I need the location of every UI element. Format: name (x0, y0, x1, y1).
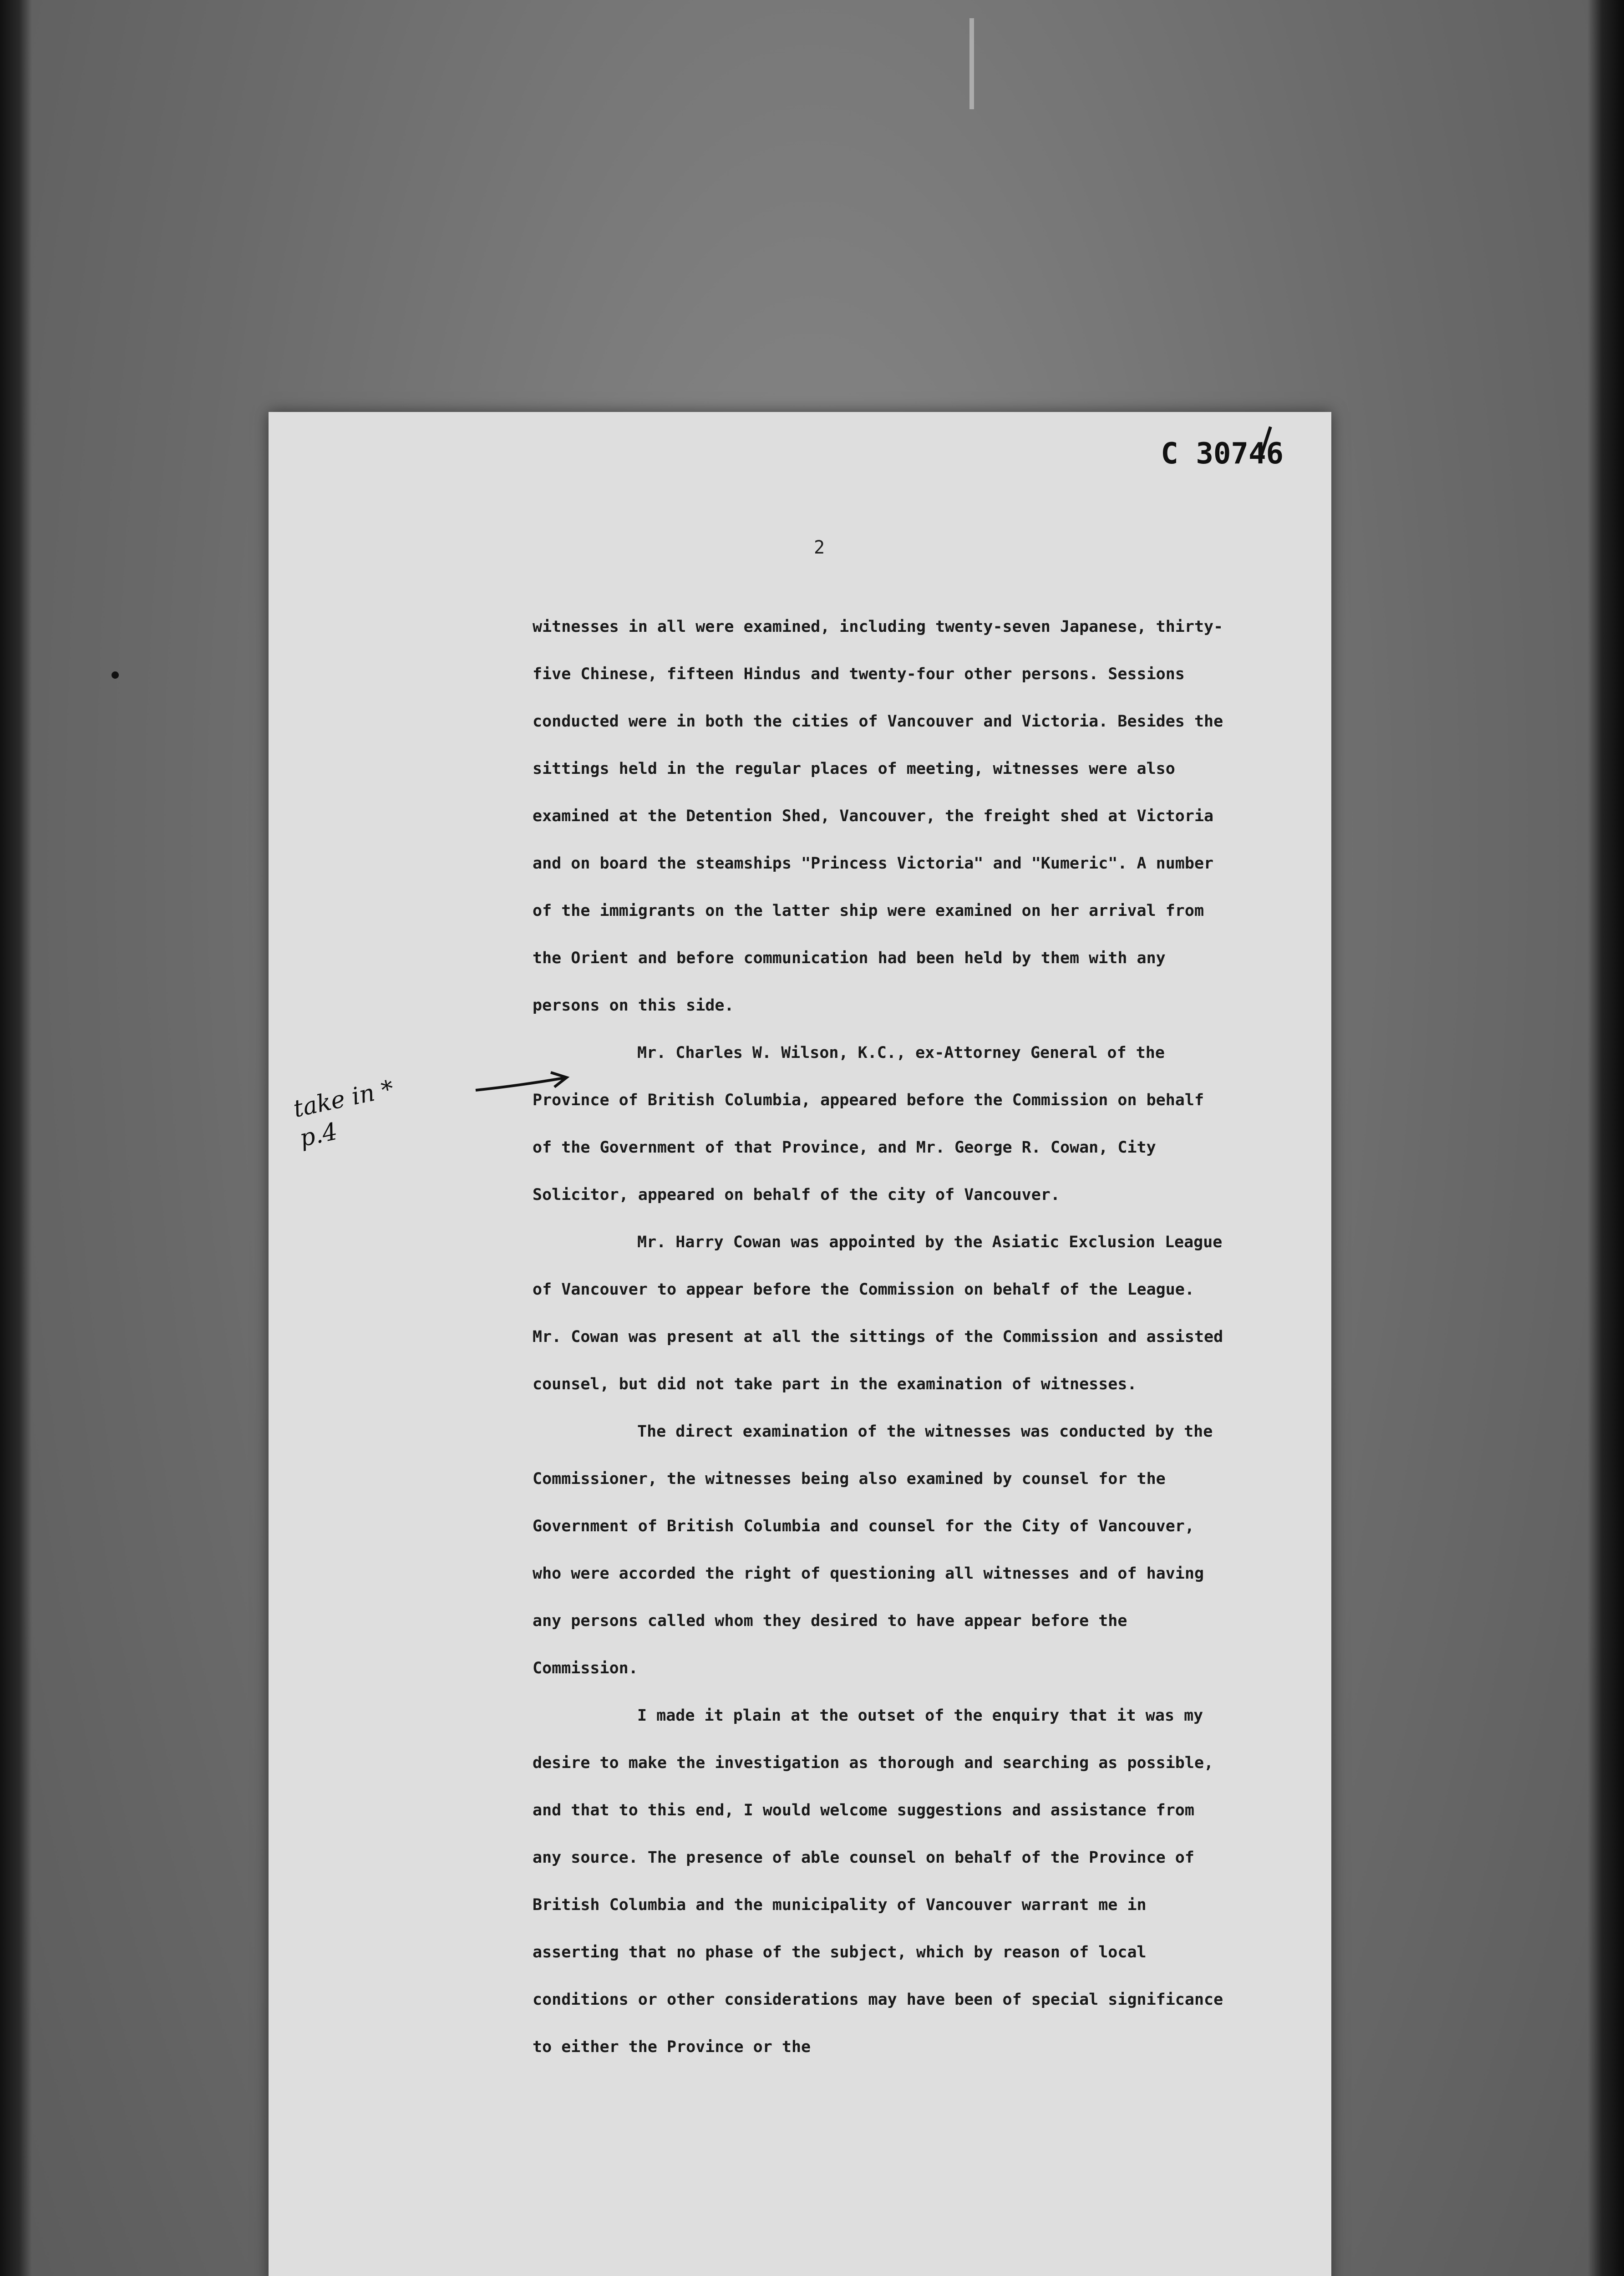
handwritten-margin-note: take in * p.4 (291, 1075, 396, 1153)
paragraph-5: I made it plain at the outset of the enquiry that it was my desire to make the investigation as thorough and searching as possible, and that to this end, I would welcome suggestions and assistance from any source. The presence of able counsel on behalf of the Province of British Columbia and the municipality of Vancouver warrant me in asserting that no phase of the subject, which by reason of local conditions or other considerations may have been of special significance to either the Province or the (533, 1707, 1223, 2056)
stray-ink-dot (112, 671, 119, 679)
film-scratch (969, 18, 974, 109)
paragraph-2: Mr. Charles W. Wilson, K.C., ex-Attorney General of the Province of British Columbia, appeared before the Commission on behalf of the Government of that Province, and Mr. George R. Cowan, City Solicitor, appeared on behalf of the city of Vancouver. (533, 1044, 1204, 1204)
document-number: C 30746 (1161, 437, 1284, 471)
page-number: 2 (813, 537, 825, 558)
paragraph-3: Mr. Harry Cowan was appointed by the Asiatic Exclusion League of Vancouver to appear before the Commission on behalf of the League. Mr. Cowan was present at all the sittings of the Commission and assisted counsel, but did not take part in the examination of witnesses. (533, 1233, 1223, 1393)
paragraph-4: The direct examination of the witnesses was conducted by the Commissioner, the witnesses being also examined by counsel for the Government of British Columbia and counsel for the City of Vancouver, who were accorded the right of questioning all witnesses and of having any persons called whom they desired to have appear before the Commission. (533, 1422, 1213, 1677)
arrow-right-icon (473, 1070, 573, 1097)
film-edge-left (0, 0, 32, 2276)
document-body (533, 603, 1224, 2071)
film-edge-right (1588, 0, 1624, 2276)
paragraph-1: witnesses in all were examined, including twenty-seven Japanese, thirty-five Chinese, fifteen Hindus and twenty-four other persons. Sessions conducted were in both the cities of Vancouver and Victoria. Besides the sittings held in the regular places of meeting, witnesses were also examined at the Detention Shed, Vancouver, the freight shed at Victoria and on board the steamships "Princess Victoria" and "Kumeric". A number of the immigrants on the latter ship were examined on her arrival from the Orient and before communication had been held by them with any persons on this side. (533, 618, 1223, 1015)
